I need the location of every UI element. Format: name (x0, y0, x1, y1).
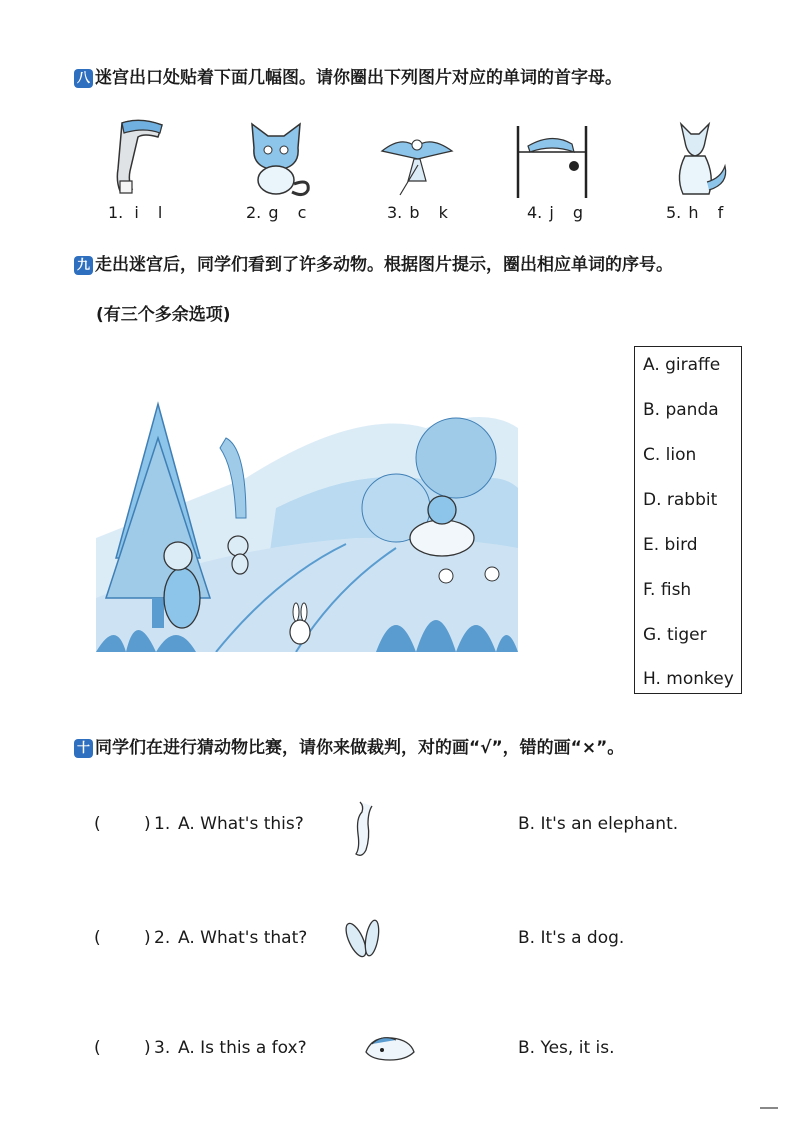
letter-option[interactable]: j (549, 203, 554, 222)
section-badge: 十 (74, 739, 93, 758)
jump-picture (512, 122, 592, 200)
answer-paren-open[interactable]: ( (94, 814, 101, 834)
elephant-trunk-picture (348, 798, 376, 860)
page-mark (760, 1107, 778, 1109)
item-3-label: 3. b k (387, 203, 448, 222)
bird-picture (378, 125, 458, 200)
option-lion[interactable]: C. lion (643, 445, 697, 465)
item-5-label: 5. h f (666, 203, 724, 222)
option-tiger[interactable]: G. tiger (643, 625, 707, 645)
question-a: A. What's that? (178, 928, 308, 948)
mouse-picture (362, 1032, 418, 1064)
item-2-label: 2. g c (246, 203, 307, 222)
letter-option[interactable]: c (297, 203, 307, 222)
section-badge: 九 (74, 256, 93, 275)
option-giraffe[interactable]: A. giraffe (643, 355, 721, 375)
item-4-label: 4. j g (527, 203, 584, 222)
section8-heading (74, 63, 622, 88)
letter-option[interactable]: k (438, 203, 448, 222)
arm-picture (100, 115, 180, 200)
letter-option[interactable]: f (717, 203, 724, 222)
rabbit-ears-picture (340, 918, 388, 960)
options-box (634, 346, 742, 694)
question-a: A. What's this? (178, 814, 304, 834)
answer-paren-open[interactable]: ( (94, 1038, 101, 1058)
section8-instruction: 迷宫出口处贴着下面几幅图。请你圈出下列图片对应的单词的首字母。 (95, 68, 622, 88)
option-monkey[interactable]: H. monkey (643, 669, 734, 689)
question-a: A. Is this a fox? (178, 1038, 307, 1058)
answer-paren-close[interactable]: ) (144, 814, 151, 834)
section9-note: (有三个多余选项) (96, 305, 231, 325)
question-1-b: B. It's an elephant. (518, 814, 679, 834)
section9-instruction: 走出迷宫后，同学们看到了许多动物。根据图片提示，圈出相应单词的序号。 (95, 255, 673, 275)
letter-option[interactable]: h (688, 203, 699, 222)
question-2-b: B. It's a dog. (518, 928, 625, 948)
section10-instruction: 同学们在进行猜动物比赛，请你来做裁判，对的画“√”，错的画“×”。 (95, 738, 625, 758)
section9-heading (74, 250, 673, 275)
option-rabbit[interactable]: D. rabbit (643, 490, 718, 510)
section10-heading (74, 733, 624, 758)
option-bird[interactable]: E. bird (643, 535, 698, 555)
section-badge: 八 (74, 69, 93, 88)
option-fish[interactable]: F. fish (643, 580, 692, 600)
answer-paren-close[interactable]: ) (144, 1038, 151, 1058)
letter-option[interactable]: g (572, 203, 584, 222)
option-panda[interactable]: B. panda (643, 400, 719, 420)
question-3-b: B. Yes, it is. (518, 1038, 615, 1058)
question-number: 3. (154, 1038, 171, 1058)
answer-paren-close[interactable]: ) (144, 928, 151, 948)
answer-paren-open[interactable]: ( (94, 928, 101, 948)
question-number: 2. (154, 928, 171, 948)
letter-option[interactable]: g (268, 203, 279, 222)
question-number: 1. (154, 814, 171, 834)
cat-picture (238, 118, 318, 198)
animal-scene (96, 398, 518, 652)
letter-option[interactable]: l (157, 203, 163, 222)
letter-option[interactable]: i (134, 203, 139, 222)
item-1-label: 1. i l (108, 203, 163, 222)
fox-picture (655, 120, 735, 200)
letter-option[interactable]: b (409, 203, 420, 222)
